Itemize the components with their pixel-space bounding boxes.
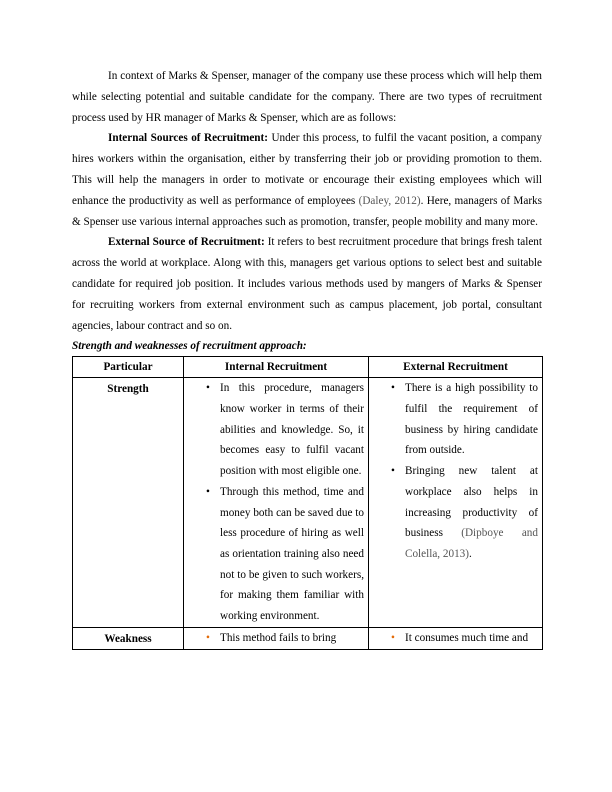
strength-external-list xyxy=(369,378,542,564)
weakness-internal-cell xyxy=(184,627,369,649)
internal-sources-title: Internal Sources of Recruitment: xyxy=(108,132,268,145)
intro-text: In context of Marks & Spenser, manager of the company use these process which will help them while selecting potential and suitable candidate for the company. There are two types of recruitment process used by HR manager of Marks & Spenser, which are as follows: xyxy=(72,70,542,124)
strength-row xyxy=(73,378,543,627)
header-particular: Particular xyxy=(73,357,184,378)
weakness-internal-list xyxy=(184,628,368,649)
strength-internal-cell xyxy=(184,378,369,627)
table-heading: Strength and weaknesses of recruitment approach: xyxy=(72,340,307,353)
bullet-icon: • xyxy=(206,631,210,644)
list-item-text: There is a high possibility to fulfil the requirement of business by hiring candidate from outside. xyxy=(405,382,538,457)
weakness-external-cell xyxy=(369,627,543,649)
citation-daley: (Daley, 2012) xyxy=(358,194,421,207)
list-item xyxy=(387,628,538,649)
internal-sources-paragraph xyxy=(72,128,542,232)
bullet-icon: • xyxy=(391,382,395,395)
internal-sources-text: Under this process, to fulfil the vacant position, a company hires workers within the organisation, either by transferring their job or providing promotion to them. This will help the managers in order to motivate or encourage their existing employees which will enhance the productivity as well as performance of employees xyxy=(72,132,542,207)
strength-external-cell xyxy=(369,378,543,627)
list-item xyxy=(202,378,364,482)
internal-sources-text-end: . Here, managers of Marks & Spenser use various internal approaches such as promotion, transfer, people mobility and many more. xyxy=(72,194,543,228)
list-item-text: Through this method, time and money both can be saved due to less procedure of hiring as well as orientation training also need not to be given to such workers, for making them familiar with working environment. xyxy=(220,485,364,623)
header-internal-recruitment: Internal Recruitment xyxy=(184,357,369,378)
table-header-row xyxy=(73,357,543,378)
bullet-icon: • xyxy=(206,382,210,395)
weakness-label: Weakness xyxy=(73,627,184,649)
external-source-text: It refers to best recruitment procedure that brings fresh talent across the world at workplace. Along with this, managers get various options to select best and suitable candidate for required job position. It includes various methods used by mangers of Marks & Spenser for recruiting workers from external environment such as campus placement, job portal, consultant agencies, labour contract and so on. xyxy=(72,236,543,332)
strength-internal-list xyxy=(184,378,368,626)
list-item xyxy=(387,378,538,461)
list-item-text: This method fails to bring xyxy=(220,631,337,644)
list-item-text-end: . xyxy=(469,547,472,560)
recruitment-comparison-table xyxy=(72,356,543,649)
intro-paragraph xyxy=(72,66,542,128)
external-source-title: External Source of Recruitment: xyxy=(108,236,265,249)
header-external-recruitment: External Recruitment xyxy=(369,357,543,378)
page-content xyxy=(72,66,542,650)
bullet-icon: • xyxy=(206,485,210,498)
list-item-text: Bringing new talent at workplace also helps in increasing productivity of business xyxy=(405,465,538,540)
weakness-row xyxy=(73,627,543,649)
external-source-paragraph xyxy=(72,232,542,336)
citation-dipboye: (Dipboye and Colella, 2013) xyxy=(405,527,538,560)
bullet-icon: • xyxy=(391,631,395,644)
list-item-text: In this procedure, managers know worker in terms of their abilities and knowledge. So, it becomes easy to fulfil vacant position with most eligible one. xyxy=(220,382,364,478)
bullet-icon: • xyxy=(391,465,395,478)
list-item xyxy=(387,461,538,565)
list-item xyxy=(202,628,364,649)
list-item xyxy=(202,482,364,627)
list-item-text: It consumes much time and xyxy=(405,631,529,644)
strength-label: Strength xyxy=(73,378,184,627)
weakness-external-list xyxy=(369,628,542,649)
